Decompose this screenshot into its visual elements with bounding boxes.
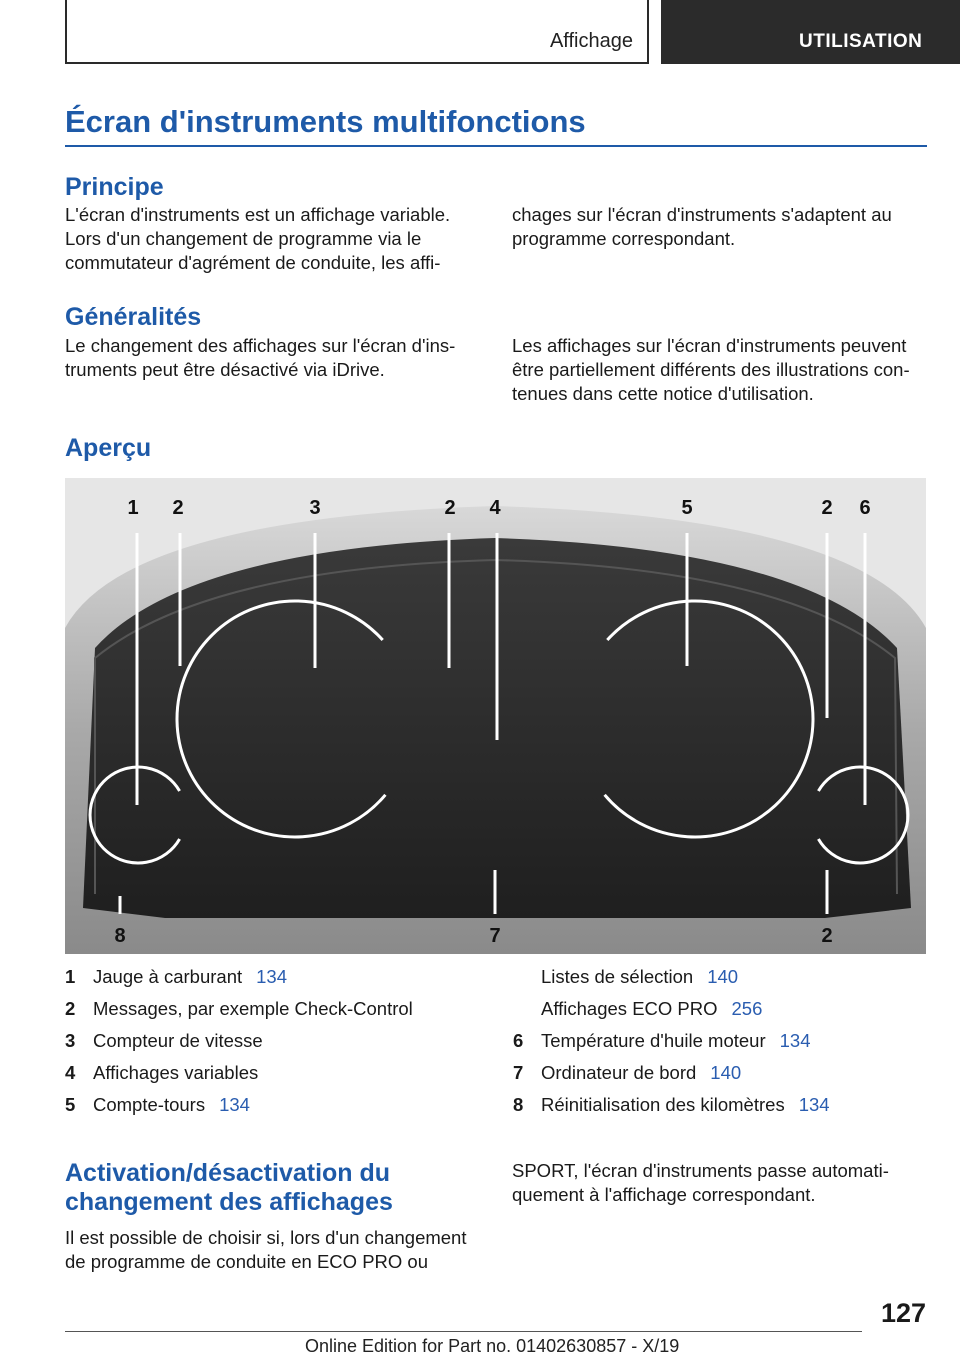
heading-principe: Principe: [65, 173, 164, 201]
legend-number: 2: [65, 998, 76, 1019]
generalites-text-col2: [512, 334, 932, 406]
text-line: L'écran d'instruments est un affichage variable.: [65, 204, 451, 225]
text-line: de programme de conduite en ECO PRO ou: [65, 1251, 428, 1272]
header-section-title: Affichage: [549, 30, 633, 52]
footer-edition-text: Online Edition for Part no. 01402630857 - X/19: [305, 1336, 680, 1356]
legend-text: Jauge à carburant: [93, 966, 243, 987]
page-number: 127: [880, 1298, 926, 1328]
callout-number: 2: [821, 497, 833, 519]
activation-text-col2: [512, 1159, 932, 1207]
heading-line: changement des affichages: [65, 1188, 393, 1216]
callout-number: 7: [489, 925, 501, 947]
header-section-box: [65, 0, 649, 64]
text-line: Il est possible de choisir si, lors d'un changement: [65, 1227, 467, 1248]
heading-generalites: Généralités: [65, 303, 202, 331]
legend-number: 7: [513, 1062, 524, 1083]
legend-text: Affichages variables: [93, 1062, 259, 1083]
legend-text: Compte-tours: [93, 1094, 206, 1115]
text-line: truments peut être désactivé via iDrive.: [65, 359, 385, 380]
text-line: commutateur d'agrément de conduite, les affi-: [65, 252, 441, 273]
heading-apercu: Aperçu: [65, 434, 152, 462]
callout-number: 2: [172, 497, 184, 519]
legend-text: Affichages ECO PRO: [541, 998, 718, 1019]
page-reference-link[interactable]: 134: [779, 1030, 811, 1051]
header-chapter-box: [661, 0, 960, 64]
text-line: Les affichages sur l'écran d'instruments peuvent: [512, 335, 907, 356]
legend-text: Ordinateur de bord: [541, 1062, 697, 1083]
legend-text: Listes de sélection: [541, 966, 694, 987]
principe-text-col1: [65, 203, 485, 275]
callout-number: 4: [489, 497, 501, 519]
activation-text-col1: [65, 1226, 485, 1274]
text-line: SPORT, l'écran d'instruments passe automati-: [512, 1160, 889, 1181]
title-underline: [65, 145, 927, 147]
legend-text: Température d'huile moteur: [541, 1030, 766, 1051]
text-line: être partiellement différents des illustrations con-: [512, 359, 910, 380]
legend-number: 5: [65, 1094, 76, 1115]
page-reference-link[interactable]: 134: [219, 1094, 250, 1115]
page-title: Écran d'instruments multifonctions: [65, 104, 586, 139]
legend-text: Messages, par exemple Check-Control: [93, 998, 413, 1019]
text-line: Le changement des affichages sur l'écran d'ins-: [65, 335, 456, 356]
legend-text: Compteur de vitesse: [93, 1030, 263, 1051]
callout-number: 3: [309, 497, 321, 519]
instrument-cluster-illustration: [65, 478, 926, 954]
callout-number: 6: [859, 497, 871, 519]
legend-number: 4: [65, 1062, 76, 1083]
callout-number: 2: [821, 925, 833, 947]
page-reference-link[interactable]: 140: [710, 1062, 742, 1083]
page-reference-link[interactable]: 134: [798, 1094, 830, 1115]
footer-divider: [65, 1331, 862, 1332]
callout-number: 1: [127, 497, 139, 519]
page-reference-link[interactable]: 134: [256, 966, 288, 987]
generalites-text-col1: [65, 334, 485, 382]
callout-number: 5: [681, 497, 693, 519]
text-line: Lors d'un changement de programme via le: [65, 228, 422, 249]
heading-activation: [65, 1159, 495, 1217]
header-chapter-title: UTILISATION: [799, 31, 923, 52]
page-reference-link[interactable]: 140: [707, 966, 739, 987]
text-line: chages sur l'écran d'instruments s'adaptent au: [512, 204, 892, 225]
legend-number: 8: [513, 1094, 524, 1115]
text-line: programme correspondant.: [512, 228, 736, 249]
principe-text-col2: [512, 203, 932, 251]
text-line: tenues dans cette notice d'utilisation.: [512, 383, 814, 404]
heading-line: Activation/désactivation du: [65, 1159, 391, 1187]
page-reference-link[interactable]: 256: [731, 998, 763, 1019]
legend-number: 1: [65, 966, 76, 987]
legend-text: Réinitialisation des kilomètres: [541, 1094, 785, 1115]
legend-number: 6: [513, 1030, 524, 1051]
callout-number: 2: [444, 497, 456, 519]
legend-number: 3: [65, 1030, 76, 1051]
text-line: quement à l'affichage correspondant.: [512, 1184, 816, 1205]
callout-number: 8: [114, 925, 126, 947]
